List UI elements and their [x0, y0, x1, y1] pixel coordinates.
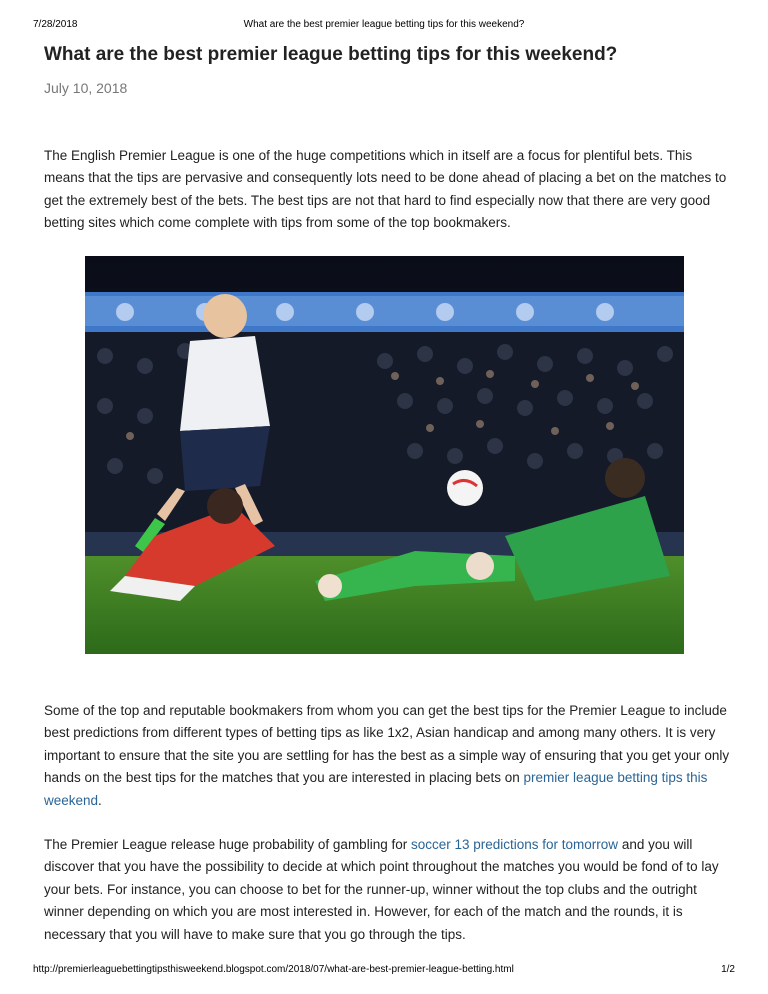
premier-league-tips-link[interactable]: premier league betting tips this weekend — [44, 770, 708, 808]
print-footer — [0, 964, 768, 978]
article-paragraph-3 — [44, 834, 734, 946]
paragraph-3-start: The Premier League release huge probability of gambling for — [44, 837, 411, 852]
print-header — [0, 19, 768, 33]
article-title: What are the best premier league betting tips for this weekend? — [44, 44, 618, 65]
paragraph-2-text: Some of the top and reputable bookmakers from whom you can get the best tips for the Premier League to include best predictions from different types of betting tips as like 1x2, Asian handicap and among many others. It is very important to ensure that the site you are settling for has the best as a simple way of ensuring that you get your only hands on the best tips for the matches that you are interested in placing bets on — [44, 703, 730, 786]
paragraph-3-end: and you will discover that you have the possibility to decide at which point throughout the matches you would be fond of to lay your bets. For instance, you can choose to bet for the runner-up, winner without the top clubs and the outright winner depending on which you are most interested in. However, for each of the match and the rounds, it is necessary that you will have to make sure that you go through the tips. — [44, 837, 719, 942]
page-number: 1/2 — [721, 964, 735, 975]
article-paragraph-2 — [44, 700, 734, 812]
football-match-illustration — [85, 256, 684, 654]
print-page-title: What are the best premier league betting tips for this weekend? — [243, 19, 525, 30]
print-url: http://premierleaguebettingtipsthisweekend.blogspot.com/2018/07/what-are-best-premier-league-betting.html — [33, 964, 514, 975]
article-paragraph-1: The English Premier League is one of the huge competitions which in itself are a focus for plentiful bets. This means that the tips are pervasive and consequently lots need to be done ahead of placing a bet on the matches to get the extremely best of the bets. The best tips are not that hard to find especially now that there are very good betting sites which come complete with tips from some of the top bookmakers. — [44, 148, 727, 231]
paragraph-2-end: . — [98, 792, 102, 808]
soccer-13-predictions-link[interactable]: soccer 13 predictions for tomorrow — [410, 837, 619, 852]
post-date: July 10, 2018 — [44, 80, 128, 96]
print-date: 7/28/2018 — [33, 19, 78, 30]
article-photo — [85, 256, 684, 654]
